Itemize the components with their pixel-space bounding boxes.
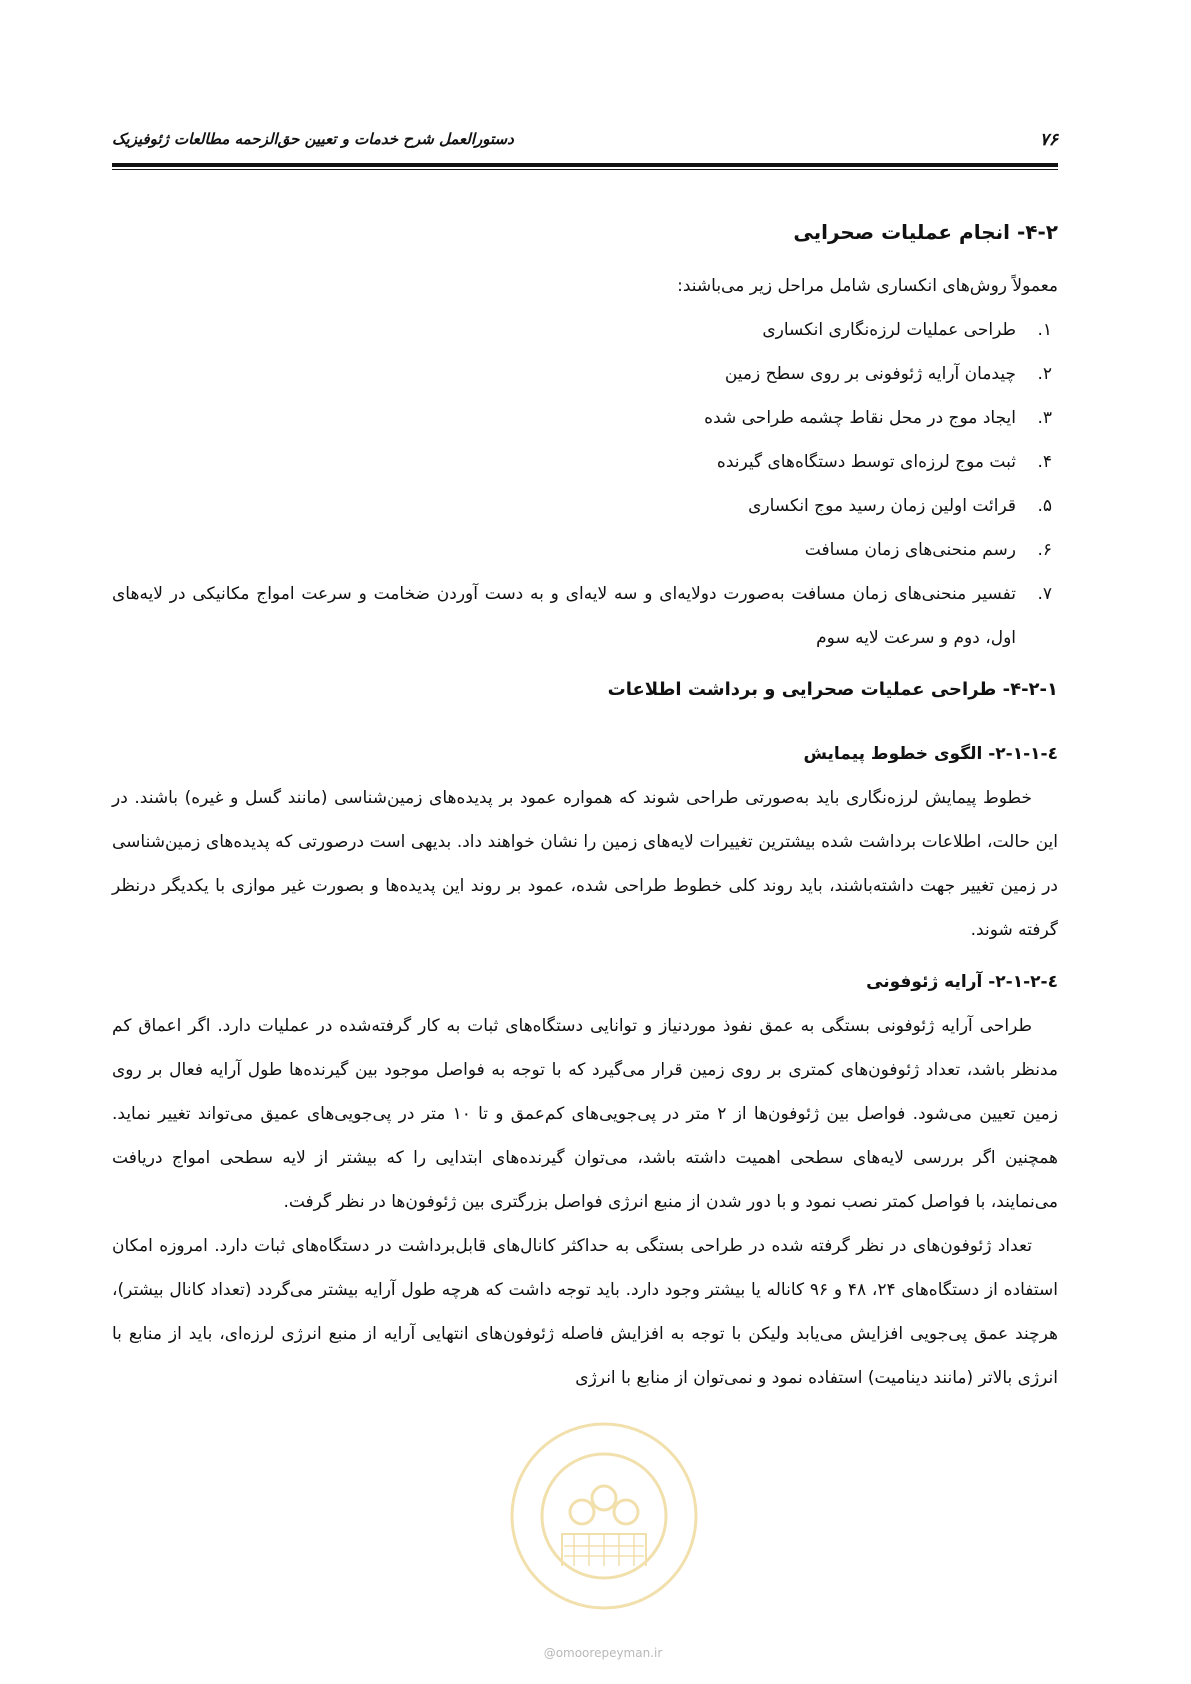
list-item-text: طراحی عملیات لرزه‌نگاری انکساری bbox=[762, 320, 1016, 340]
list-item bbox=[112, 396, 1058, 440]
list-item-text: رسم منحنی‌های زمان مسافت bbox=[804, 540, 1016, 560]
list-item-text: چیدمان آرایه ژئوفونی بر روی سطح زمین bbox=[724, 364, 1016, 384]
publisher-seal-watermark bbox=[504, 1416, 704, 1616]
list-item-text: قرائت اولین زمان رسید موج انکساری bbox=[748, 496, 1016, 516]
paragraph-geophone-array-2: تعداد ژئوفون‌های در نظر گرفته شده در طراحی بستگی به حداکثر کانال‌های قابل‌برداشت در دستگاه‌های ثبات دارد. امروزه امکان استفاده از دستگاه‌های ۲۴، ۴۸ و ۹۶ کاناله یا بیشتر وجود دارد. باید توجه داشت که هرچه طول آرایه بیشتر می‌گردد (تعداد کانال بیشتر)، هرچند عمق پی‌جویی افزایش می‌یابد ولیکن با توجه به افزایش فاصله ژئوفون‌های انتهایی آرایه از منبع انرژی لرزه‌ای، باید از منابع با انرژی بالاتر (مانند دینامیت) استفاده نمود و نمی‌توان از منابع با انرژی bbox=[112, 1236, 1058, 1388]
list-item-number: ۳. bbox=[1037, 408, 1052, 428]
section-intro: معمولاً روش‌های انکساری شامل مراحل زیر می‌باشند: bbox=[677, 276, 1058, 296]
list-item bbox=[112, 308, 1058, 352]
header-rule-thick bbox=[112, 163, 1058, 167]
page-number: ۷۶ bbox=[1039, 130, 1058, 150]
list-item bbox=[112, 440, 1058, 484]
list-item-number: ۲. bbox=[1037, 364, 1052, 384]
watermark-site: @omoorepeyman.ir bbox=[543, 1646, 663, 1660]
paragraph-geophone-array-1: طراحی آرایه ژئوفونی بستگی به عمق نفوذ موردنیاز و توانایی دستگاه‌های ثبات به کار گرفته‌شده در عملیات دارد. اگر اعماق کم مدنظر باشد، تعداد ژئوفون‌های کمتری بر روی زمین قرار می‌گیرد که با توجه به فواصل موجود بین گیرنده‌ها طول آرایه فعال بر روی زمین تعیین می‌شود. فواصل بین ژئوفون‌ها از ۲ متر در پی‌جویی‌های کم‌عمق و تا ۱۰ متر در پی‌جویی‌های عمیق می‌تواند تغییر نماید. همچنین اگر بررسی لایه‌های سطحی اهمیت داشته باشد، می‌توان گیرنده‌های ابتدایی را که بیشتر از لایه سطحی امواج دریافت می‌نمایند، با فواصل کمتر نصب نمود و با دور شدن از منبع انرژی فواصل بزرگتری بین ژئوفون‌ها در نظر گرفت. bbox=[112, 1016, 1058, 1212]
list-item bbox=[112, 484, 1058, 528]
subsection-heading: ۴-۲-۱- طراحی عملیات صحرایی و برداشت اطلاعات bbox=[607, 679, 1058, 700]
list-item-number: ۴. bbox=[1037, 452, 1052, 472]
list-item bbox=[112, 572, 1058, 660]
subsubsection-heading-geophone-array: ٤-۲-۱-۲- آرایه ژئوفونی bbox=[866, 972, 1058, 992]
list-item-number: ۵. bbox=[1037, 496, 1052, 516]
list-item bbox=[112, 528, 1058, 572]
steps-list bbox=[112, 308, 1058, 660]
list-item-number: ۷. bbox=[1037, 584, 1052, 604]
list-item bbox=[112, 352, 1058, 396]
list-item-number: ۶. bbox=[1037, 540, 1052, 560]
section-heading: ۴-۲- انجام عملیات صحرایی bbox=[793, 220, 1058, 244]
list-item-text: تفسیر منحنی‌های زمان مسافت به‌صورت دولایه‌ای و سه لایه‌ای و به دست آوردن ضخامت و سرعت امواج مکانیکی در لایه‌های اول، دوم و سرعت لایه سوم bbox=[112, 584, 1016, 648]
page-header bbox=[112, 130, 1058, 160]
page-body bbox=[112, 212, 1058, 1400]
running-title: دستورالعمل شرح خدمات و تعیین حق‌الزحمه مطالعات ژئوفیزیک bbox=[112, 130, 514, 148]
list-item-number: ۱. bbox=[1037, 320, 1052, 340]
paragraph-survey-lines: خطوط پیمایش لرزه‌نگاری باید به‌صورتی طراحی شوند که همواره عمود بر پدیده‌های زمین‌شناسی (مانند گسل و غیره) باشند. در این حالت، اطلاعات برداشت شده بیشترین تغییرات لایه‌های زمین را نشان خواهند داد. بدیهی است درصورتی که پدیده‌های زمین‌شناسی در زمین تغییر جهت داشته‌باشند، باید روند کلی خطوط طراحی شده، عمود بر روند این پدیده‌ها و بصورت غیر موازی با یکدیگر درنظر گرفته شوند. bbox=[112, 788, 1058, 940]
list-item-text: ثبت موج لرزه‌ای توسط دستگاه‌های گیرنده bbox=[716, 452, 1016, 472]
list-item-text: ایجاد موج در محل نقاط چشمه طراحی شده bbox=[704, 408, 1016, 428]
header-rule-thin bbox=[112, 169, 1058, 170]
subsubsection-heading-survey-lines: ٤-۲-۱-۱- الگوی خطوط پیمایش bbox=[803, 744, 1058, 764]
